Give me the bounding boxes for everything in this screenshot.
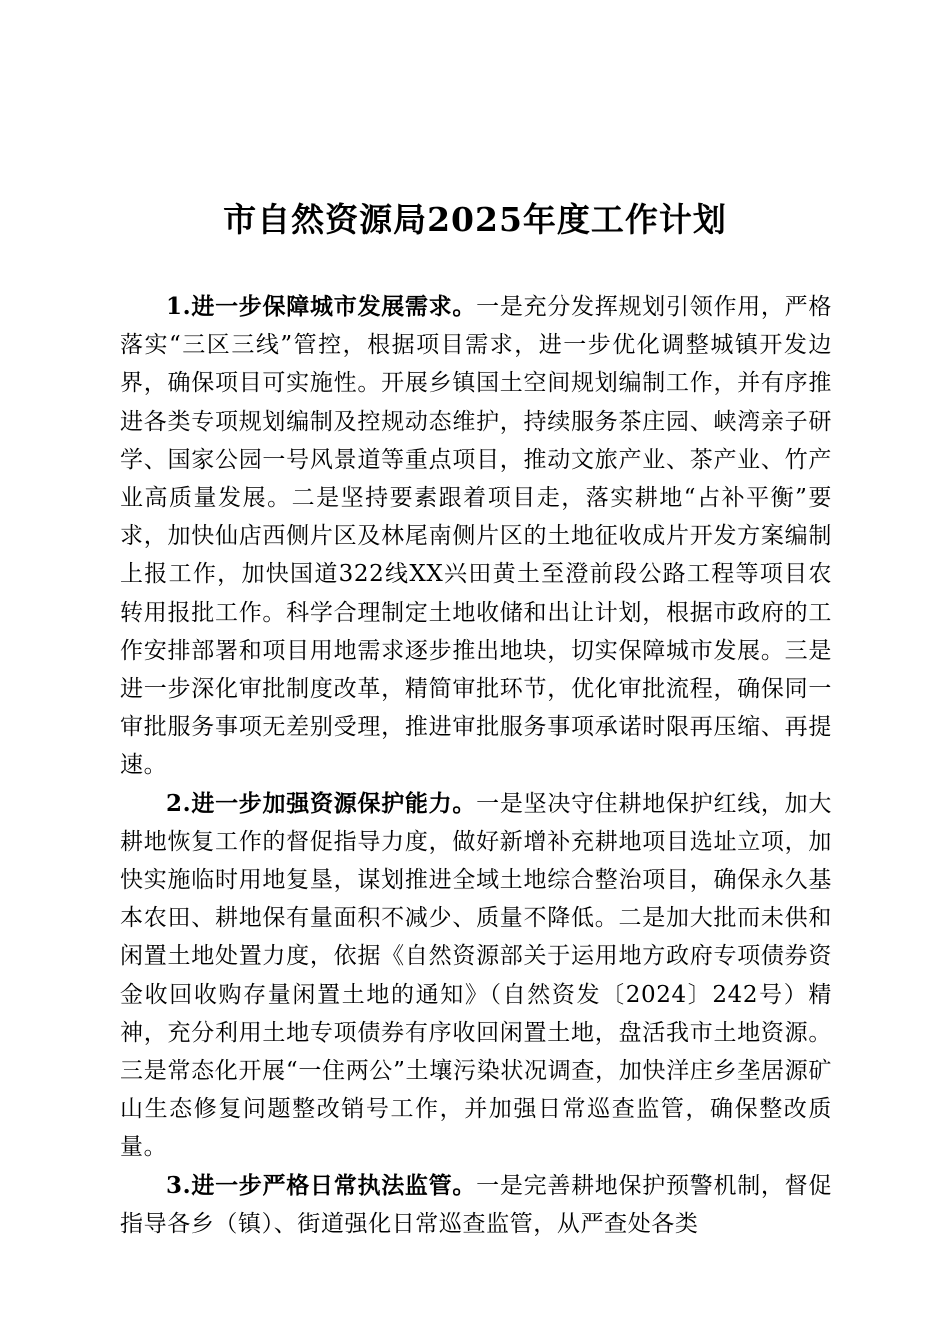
paragraph-3 <box>120 1167 832 1243</box>
paragraph-3-text: 一是完善耕地保护预警机制，督促指导各乡（镇）、街道强化日常巡查监管，从严查处各类 <box>120 1172 832 1237</box>
paragraph-2 <box>120 785 832 1167</box>
paragraph-1-heading: 1.进一步保障城市发展需求。 <box>166 293 477 320</box>
paragraph-1-text: 一是充分发挥规划引领作用，严格落实“三区三线”管控，根据项目需求，进一步优化调整城镇开发边界，确保项目可实施性。开展乡镇国土空间规划编制工作，并有序推进各类专项规划编制及控规动态维护，持续服务茶庄园、峡湾亲子研学、国家公园一号风景道等重点项目，推动文旅产业、茶产业、竹产业高质量发展。二是坚持要素跟着项目走，落实耕地“占补平衡”要求，加快仙店西侧片区及林尾南侧片区的土地征收成片开发方案编制上报工作，加快国道322线XX兴田黄土至澄前段公路工程等项目农转用报批工作。科学合理制定土地收储和出让计划，根据市政府的工作安排部署和项目用地需求逐步推出地块，切实保障城市发展。三是进一步深化审批制度改革，精简审批环节，优化审批流程，确保同一审批服务事项无差别受理，推进审批服务事项承诺时限再压缩、再提速。 <box>120 294 832 779</box>
paragraph-2-heading: 2.进一步加强资源保护能力。 <box>166 789 477 817</box>
paragraph-3-heading: 3.进一步严格日常执法监管。 <box>166 1171 477 1199</box>
paragraph-1 <box>120 288 832 785</box>
document-body <box>120 288 832 1243</box>
document-title: 市自然资源局2025年度工作计划 <box>223 200 727 239</box>
paragraph-2-text: 一是坚决守住耕地保护红线，加大耕地恢复工作的督促指导力度，做好新增补充耕地项目选址立项，加快实施临时用地复垦，谋划推进全域土地综合整治项目，确保永久基本农田、耕地保有量面积不减少、质量不降低。二是加大批而未供和闲置土地处置力度，依据《自然资源部关于运用地方政府专项债券资金收回收购存量闲置土地的通知》（自然资发〔2024〕242号）精神，充分利用土地专项债券有序收回闲置土地，盘活我市土地资源。三是常态化开展“一住两公”土壤污染状况调查，加快洋庄乡垄居源矿山生态修复问题整改销号工作，并加强日常巡查监管，确保整改质量。 <box>120 790 832 1161</box>
